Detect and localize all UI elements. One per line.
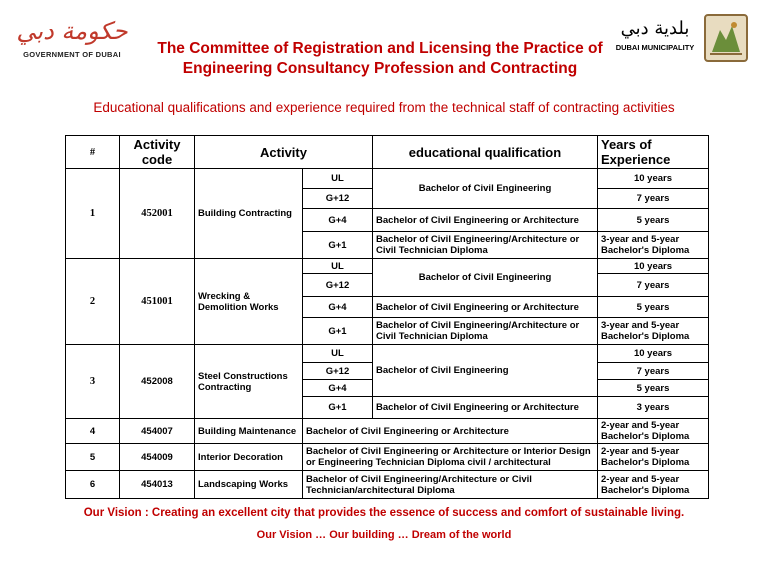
qualification: Bachelor of Civil Engineering <box>373 345 598 397</box>
experience: 3 years <box>598 397 709 419</box>
municipality-logo-english: DUBAI MUNICIPALITY <box>615 43 695 52</box>
government-of-dubai-logo <box>16 14 128 72</box>
experience: 5 years <box>598 380 709 397</box>
activity-code: 454013 <box>120 471 195 499</box>
row-number: 6 <box>66 471 120 499</box>
activity-code: 451001 <box>120 259 195 345</box>
government-logo-arabic: حكومة دبي <box>16 17 128 45</box>
header-number: # <box>66 136 120 169</box>
activity-name: Building Contracting <box>195 169 303 259</box>
grade: G+1 <box>303 318 373 345</box>
grade: G+1 <box>303 232 373 259</box>
qualification: Bachelor of Civil Engineering <box>373 169 598 209</box>
activity-code: 452001 <box>120 169 195 259</box>
title-line-1: The Committee of Registration and Licensing the Practice of <box>157 40 603 57</box>
grade: UL <box>303 345 373 363</box>
table-row <box>66 169 709 189</box>
header-qualification: educational qualification <box>373 136 598 169</box>
grade: G+1 <box>303 397 373 419</box>
table-row <box>66 345 709 363</box>
experience: 7 years <box>598 274 709 297</box>
grade: G+4 <box>303 380 373 397</box>
row-number: 3 <box>66 345 120 419</box>
qualification: Bachelor of Civil Engineering/Architecture or Civil Technician Diploma <box>373 318 598 345</box>
grade: UL <box>303 169 373 189</box>
grade: G+4 <box>303 297 373 318</box>
experience: 2-year and 5-year Bachelor's Diploma <box>598 419 709 444</box>
grade: G+12 <box>303 189 373 209</box>
experience: 5 years <box>598 209 709 232</box>
activity-name: Interior Decoration <box>195 444 303 471</box>
row-number: 5 <box>66 444 120 471</box>
qualification: Bachelor of Civil Engineering or Architecture <box>373 397 598 419</box>
experience: 5 years <box>598 297 709 318</box>
qualification: Bachelor of Civil Engineering or Architecture <box>373 209 598 232</box>
table-row <box>66 444 709 471</box>
page-title <box>120 39 640 79</box>
header-activity-code: Activity code <box>120 136 195 169</box>
qualification: Bachelor of Civil Engineering/Architecture or Civil Technician Diploma <box>373 232 598 259</box>
activity-code: 454007 <box>120 419 195 444</box>
activity-code: 454009 <box>120 444 195 471</box>
title-line-2: Engineering Consultancy Profession and Contracting <box>182 60 578 77</box>
experience: 10 years <box>598 259 709 274</box>
activity-name: Building Maintenance <box>195 419 303 444</box>
experience: 7 years <box>598 189 709 209</box>
grade: G+4 <box>303 209 373 232</box>
activity-name: Wrecking & Demolition Works <box>195 259 303 345</box>
activity-code: 452008 <box>120 345 195 419</box>
qualification: Bachelor of Civil Engineering <box>373 259 598 297</box>
experience: 2-year and 5-year Bachelor's Diploma <box>598 444 709 471</box>
experience: 10 years <box>598 345 709 363</box>
qualification: Bachelor of Civil Engineering or Architecture or Interior Design or Engineering Technician Diploma civil / architectural <box>303 444 598 471</box>
grade: G+12 <box>303 274 373 297</box>
table-row <box>66 419 709 444</box>
header-experience: Years of Experience <box>598 136 709 169</box>
table-row <box>66 471 709 499</box>
experience: 3-year and 5-year Bachelor's Diploma <box>598 318 709 345</box>
municipality-logo-arabic: بلدية دبي <box>620 18 690 39</box>
experience: 3-year and 5-year Bachelor's Diploma <box>598 232 709 259</box>
municipality-emblem-icon <box>704 14 748 62</box>
experience: 7 years <box>598 363 709 380</box>
qualification: Bachelor of Civil Engineering or Architecture <box>373 297 598 318</box>
table-header-row <box>66 136 709 169</box>
row-number: 1 <box>66 169 120 259</box>
qualifications-table <box>65 135 709 499</box>
experience: 10 years <box>598 169 709 189</box>
table-row <box>66 259 709 274</box>
vision-statement: Our Vision : Creating an excellent city that provides the essence of success and comfort of sustainable living. <box>83 507 685 519</box>
header-activity: Activity <box>195 136 373 169</box>
vision-slogan: Our Vision … Our building … Dream of the world <box>256 529 512 541</box>
qualification: Bachelor of Civil Engineering/Architecture or Civil Technician/architectural Diploma <box>303 471 598 499</box>
grade: UL <box>303 259 373 274</box>
activity-name: Landscaping Works <box>195 471 303 499</box>
government-logo-english: GOVERNMENT OF DUBAI <box>23 50 121 59</box>
page-subtitle: Educational qualifications and experience required from the technical staff of contracting activities <box>93 100 675 115</box>
activity-name: Steel Constructions Contracting <box>195 345 303 419</box>
experience: 2-year and 5-year Bachelor's Diploma <box>598 471 709 499</box>
row-number: 4 <box>66 419 120 444</box>
qualification: Bachelor of Civil Engineering or Architecture <box>303 419 598 444</box>
row-number: 2 <box>66 259 120 345</box>
grade: G+12 <box>303 363 373 380</box>
